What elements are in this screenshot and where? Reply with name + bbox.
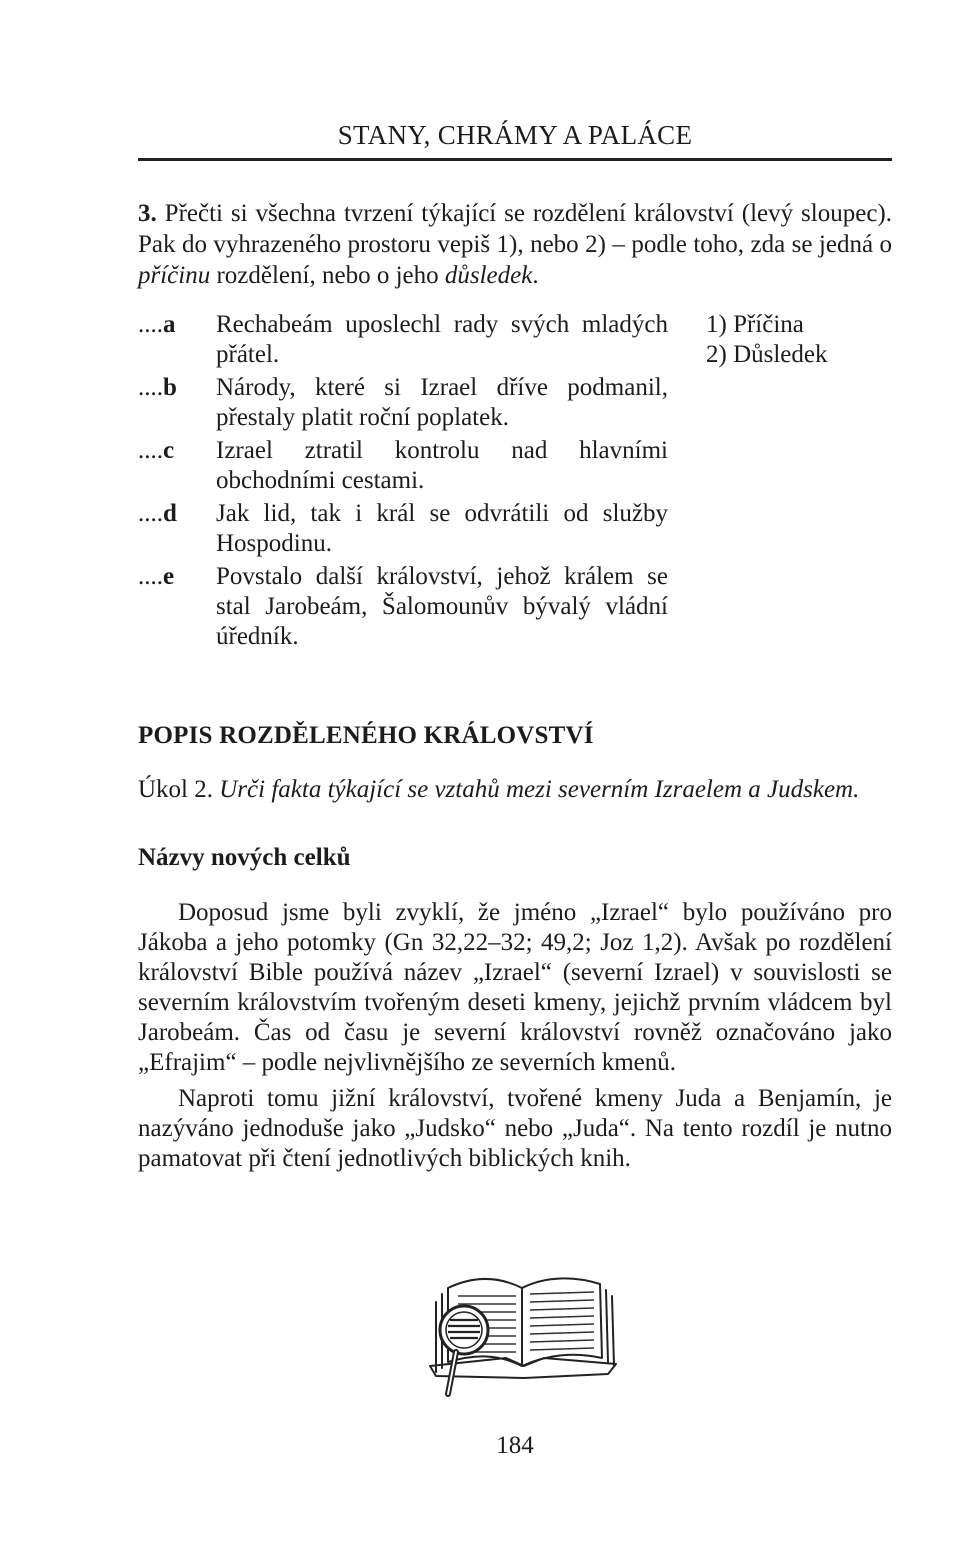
statement-item bbox=[138, 499, 668, 559]
statement-text: Národy, které si Izrael dříve podmanil, přestaly platit roční poplatek. bbox=[216, 374, 668, 431]
answer-blank[interactable]: ....d bbox=[138, 500, 177, 527]
subsection-title: Názvy nových celků bbox=[138, 844, 351, 871]
statement-item bbox=[138, 436, 668, 496]
statement-text: Jak lid, tak i král se odvrátili od služby Hospodinu. bbox=[216, 500, 668, 557]
exercise-instruction bbox=[138, 198, 892, 291]
running-title: STANY, CHRÁMY A PALÁCE bbox=[337, 120, 693, 150]
instruction-text-2: rozdělení, nebo o jeho bbox=[210, 262, 445, 289]
task bbox=[138, 776, 898, 804]
statement-list bbox=[138, 310, 668, 655]
paragraph: Naproti tomu jižní království, tvořené kmeny Juda a Benjamín, je nazýváno jednoduše jako „Judsko“ nebo „Juda“. Na tento rozdíl je nutno pamatovat při čtení jednotlivých biblických knih. bbox=[138, 1085, 892, 1172]
answer-blank[interactable]: ....a bbox=[138, 311, 176, 338]
option-cause: 1) Příčina bbox=[706, 311, 804, 338]
statement-text: Izrael ztratil kontrolu nad hlavními obchodními cestami. bbox=[216, 437, 668, 494]
instruction-text-3: . bbox=[532, 262, 539, 289]
consequence-word: důsledek bbox=[444, 262, 533, 289]
task-text: Urči fakta týkající se vztahů mezi severním Izraelem a Judskem. bbox=[219, 776, 860, 803]
statement-text: Povstalo další království, jehož králem se stal Jarobeám, Šalomounův bývalý vládní úředník. bbox=[216, 563, 668, 650]
paragraph: Doposud jsme byli zvyklí, že jméno „Izrael“ bylo používáno pro Jákoba a jeho potomky (Gn 32,22–32; 49,2; Joz 1,2). Avšak po rozdělení království Bible používá název „Izrael“ (severní Izrael) v souvislosti se severním královstvím tvořeným deseti kmeny, jejichž prvním vládcem byl Jarobeám. Čas od času je severní království rovněž označováno jako „Efrajim“ – podle nejvlivnějšího ze severních kmenů. bbox=[138, 899, 892, 1076]
statement-text: Rechabeám uposlechl rady svých mladých přátel. bbox=[216, 311, 668, 368]
header-rule bbox=[138, 158, 892, 161]
instruction-text-1: Přečti si všechna tvrzení týkající se rozdělení království (levý sloupec). Pak do vyhrazeného prostoru vepiš 1), nebo 2) – podle toho, zda se jedná o bbox=[138, 200, 892, 258]
statement-item bbox=[138, 562, 668, 652]
section-title: POPIS ROZDĚLENÉHO KRÁLOVSTVÍ bbox=[138, 722, 594, 749]
statement-item bbox=[138, 310, 668, 370]
answer-blank[interactable]: ....c bbox=[138, 437, 175, 464]
cause-word: příčinu bbox=[138, 262, 211, 289]
answer-blank[interactable]: ....e bbox=[138, 563, 175, 590]
exercise-number: 3. bbox=[138, 200, 157, 227]
answer-blank[interactable]: ....b bbox=[138, 374, 177, 401]
task-label: Úkol 2. bbox=[138, 776, 213, 803]
answer-options bbox=[706, 310, 828, 370]
page-number: 184 bbox=[496, 1432, 534, 1459]
open-book-magnifier-icon bbox=[418, 1254, 630, 1402]
statement-item bbox=[138, 373, 668, 433]
body-text bbox=[138, 898, 892, 1180]
option-consequence: 2) Důsledek bbox=[706, 341, 828, 368]
